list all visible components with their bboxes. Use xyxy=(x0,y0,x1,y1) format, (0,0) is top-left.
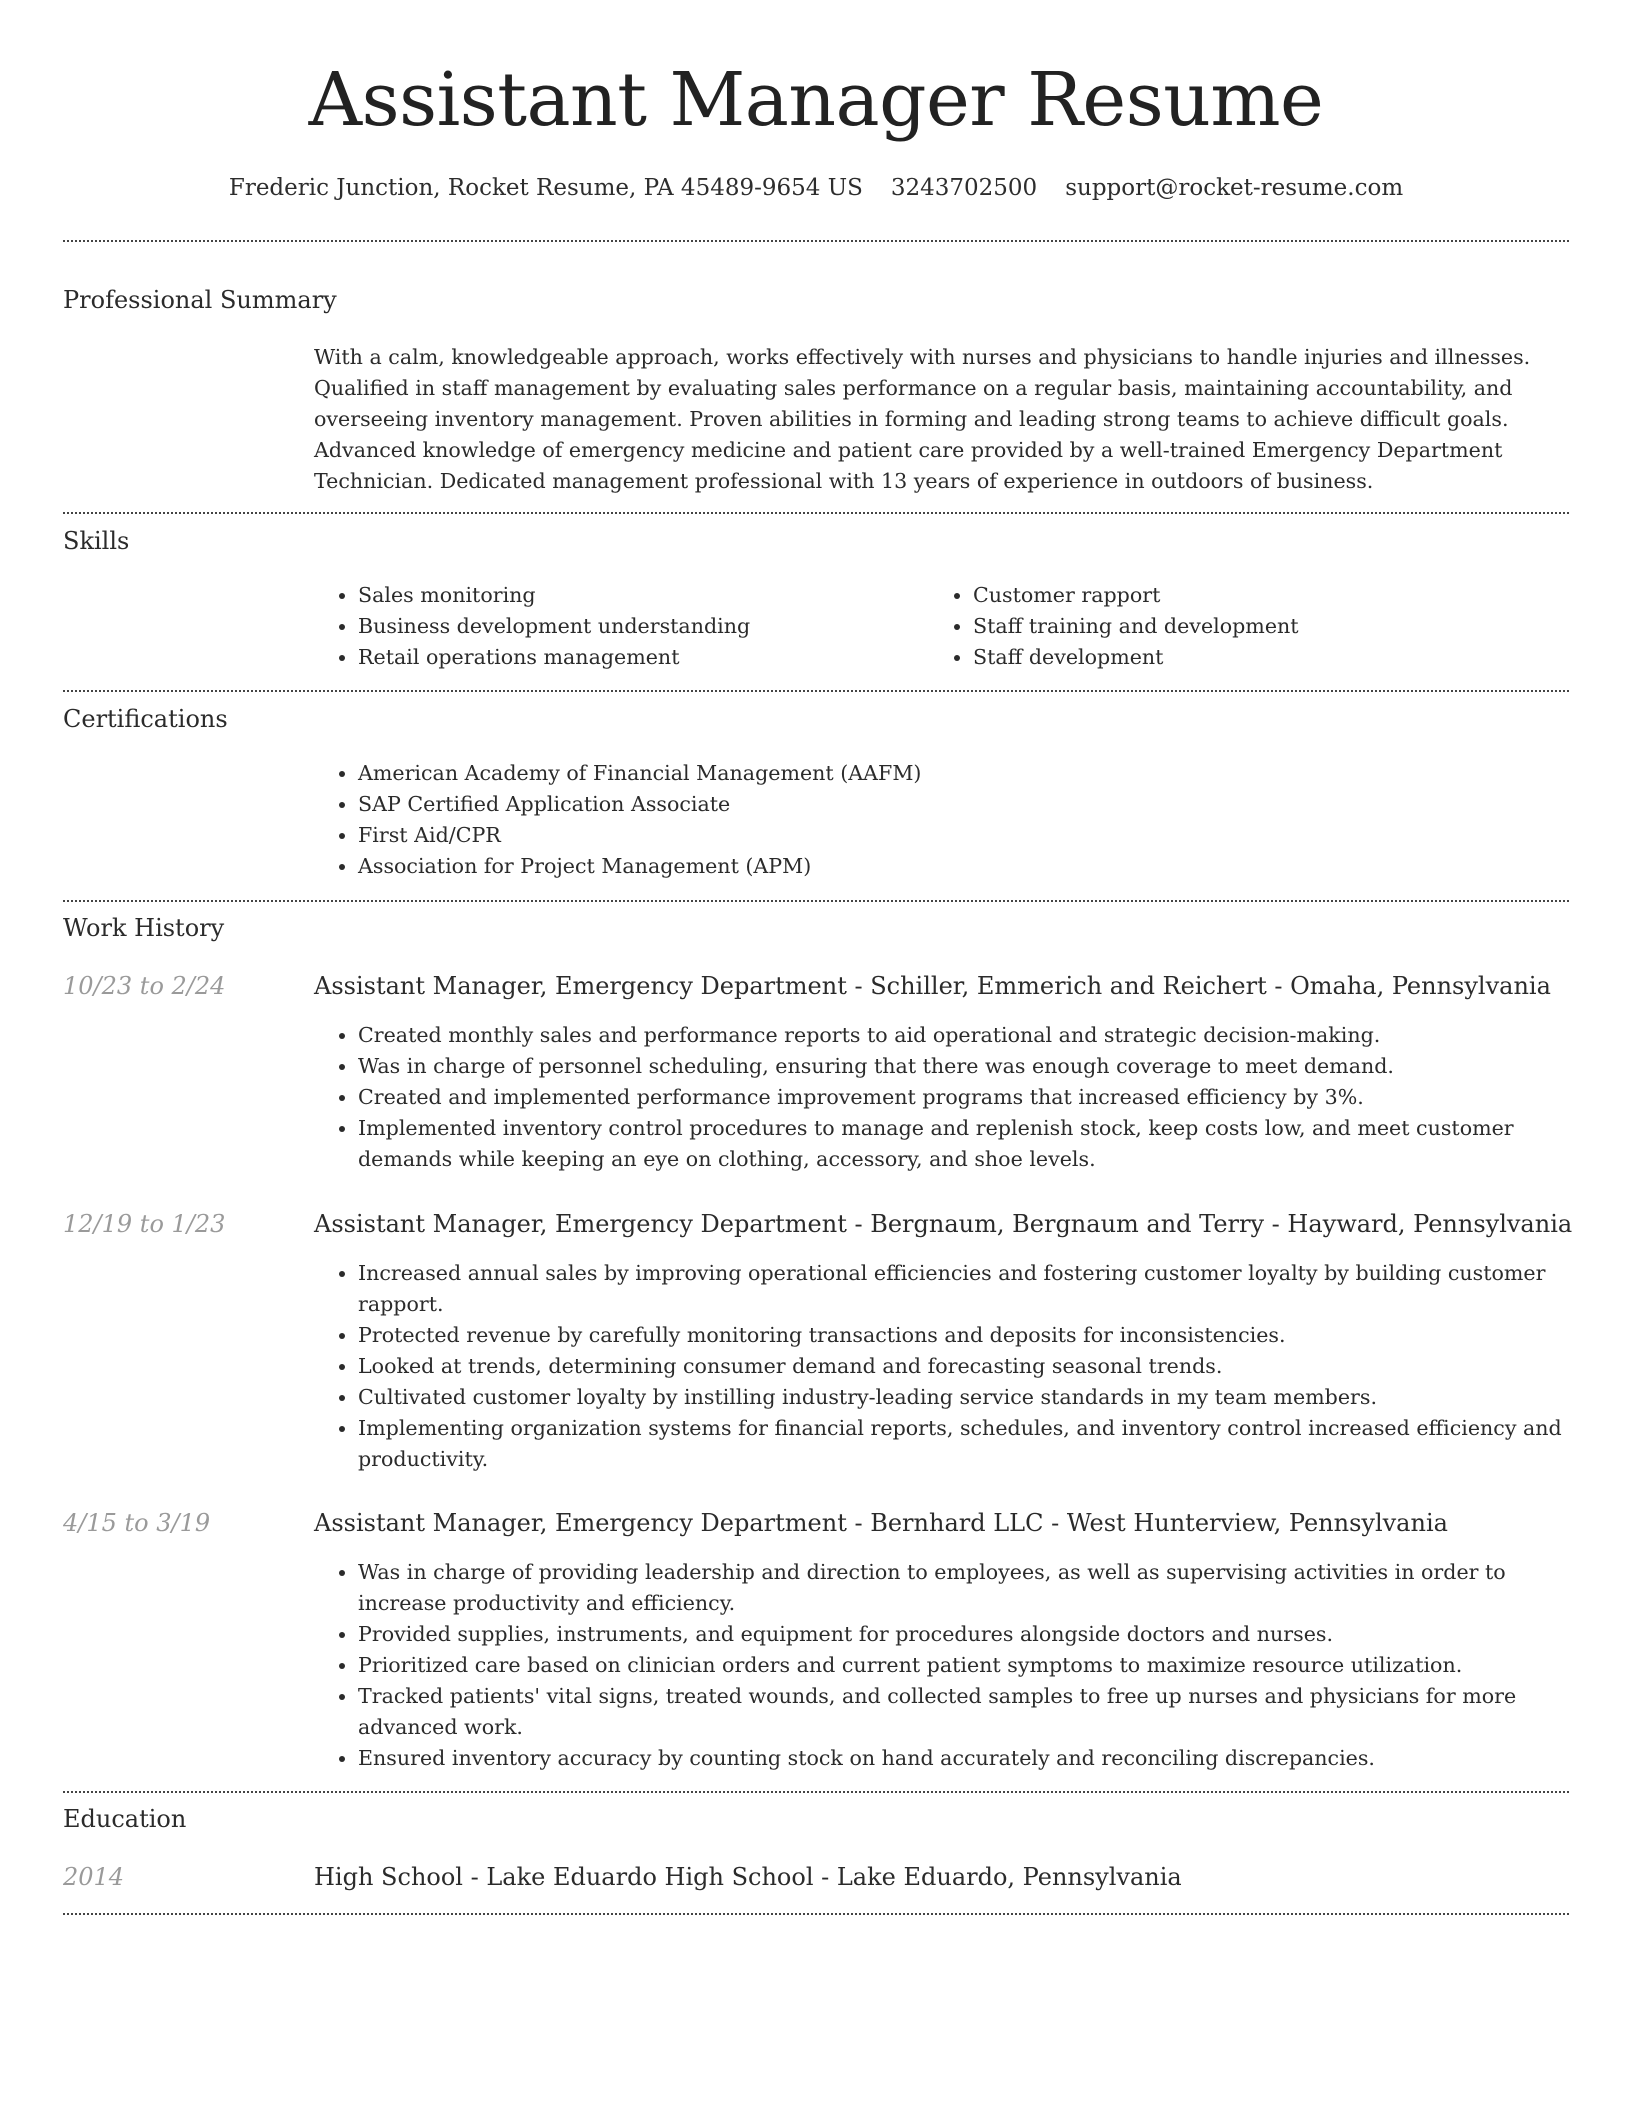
job-bullet: • Created and implemented performance improvement programs that increased efficiency by 3%. xyxy=(358,1082,1564,1113)
section-heading-education: Education xyxy=(63,1805,187,1833)
certification-item: • SAP Certified Application Associate xyxy=(358,789,1544,820)
skills-column-right xyxy=(929,580,1529,673)
job-bullet: • Created monthly sales and performance reports to aid operational and strategic decision-making. xyxy=(358,1020,1564,1051)
section-heading-work-history: Work History xyxy=(63,914,225,942)
job-bullet: • Prioritized care based on clinician orders and current patient symptoms to maximize resource utilization. xyxy=(358,1650,1564,1681)
contact-phone: 3243702500 xyxy=(890,175,1038,201)
job-title: Assistant Manager, Emergency Department - Schiller, Emmerich and Reichert - Omaha, Pennsylvania xyxy=(314,972,1551,1000)
job-bullet: • Increased annual sales by improving operational efficiencies and fostering customer loyalty by building customer rapport. xyxy=(358,1258,1564,1320)
divider xyxy=(63,512,1569,514)
job-dates: 12/19 to 1/23 xyxy=(63,1210,226,1238)
job-bullet: • Provided supplies, instruments, and equipment for procedures alongside doctors and nurses. xyxy=(358,1619,1564,1650)
job-bullet: • Looked at trends, determining consumer demand and forecasting seasonal trends. xyxy=(358,1351,1564,1382)
skill-item: • Staff development xyxy=(973,642,1529,673)
divider xyxy=(63,1791,1569,1793)
skill-item: • Sales monitoring xyxy=(358,580,914,611)
education-year: 2014 xyxy=(63,1863,125,1891)
skill-item: • Staff training and development xyxy=(973,611,1529,642)
job-bullet: • Cultivated customer loyalty by instilling industry-leading service standards in my team members. xyxy=(358,1382,1564,1413)
certification-item: • American Academy of Financial Management (AAFM) xyxy=(358,758,1544,789)
job-bullet: • Implemented inventory control procedures to manage and replenish stock, keep costs low, and meet customer demands while keeping an eye on clothing, accessory, and shoe levels. xyxy=(358,1113,1564,1175)
job-bullet: • Was in charge of personnel scheduling, ensuring that there was enough coverage to meet demand. xyxy=(358,1051,1564,1082)
contact-line xyxy=(0,172,1632,204)
job-bullets xyxy=(314,1557,1564,1774)
job-bullet: • Was in charge of providing leadership and direction to employees, as well as supervising activities in order to increase productivity and efficiency. xyxy=(358,1557,1564,1619)
section-heading-certifications: Certifications xyxy=(63,705,228,733)
education-title: High School - Lake Eduardo High School - Lake Eduardo, Pennsylvania xyxy=(314,1863,1182,1891)
skill-item: • Retail operations management xyxy=(358,642,914,673)
resume-title: Assistant Manager Resume xyxy=(308,57,1324,143)
job-dates: 10/23 to 2/24 xyxy=(63,972,226,1000)
divider xyxy=(63,1913,1569,1915)
skill-item: • Business development understanding xyxy=(358,611,914,642)
contact-address: Frederic Junction, Rocket Resume, PA 45489-9654 US xyxy=(228,175,863,201)
job-bullets xyxy=(314,1020,1564,1175)
certification-item: • Association for Project Management (APM) xyxy=(358,851,1544,882)
job-bullet: • Ensured inventory accuracy by counting stock on hand accurately and reconciling discrepancies. xyxy=(358,1743,1564,1774)
job-bullet: • Implementing organization systems for financial reports, schedules, and inventory control increased efficiency and productivity. xyxy=(358,1413,1564,1475)
skill-item: • Customer rapport xyxy=(973,580,1529,611)
skills-column-left xyxy=(314,580,914,673)
job-title: Assistant Manager, Emergency Department - Bernhard LLC - West Hunterview, Pennsylvania xyxy=(314,1509,1448,1537)
certifications-list xyxy=(314,758,1544,882)
job-bullet: • Tracked patients' vital signs, treated wounds, and collected samples to free up nurses and physicians for more advanced work. xyxy=(358,1681,1564,1743)
job-dates: 4/15 to 3/19 xyxy=(63,1509,211,1537)
summary-text: With a calm, knowledgeable approach, works effectively with nurses and physicians to handle injuries and illnesses. Qualified in staff management by evaluating sales performance on a regular basis, maintaining accountability, and overseeing inventory management. Proven abilities in forming and leading strong teams to achieve difficult goals. Advanced knowledge of emergency medicine and patient care provided by a well-trained Emergency Department Technician. Dedicated management professional with 13 years of experience in outdoors of business. xyxy=(314,345,1531,493)
divider xyxy=(63,900,1569,902)
job-bullets xyxy=(314,1258,1564,1475)
section-heading-summary: Professional Summary xyxy=(63,286,337,314)
divider xyxy=(63,690,1569,692)
job-title: Assistant Manager, Emergency Department - Bergnaum, Bergnaum and Terry - Hayward, Pennsylvania xyxy=(314,1210,1573,1238)
divider xyxy=(63,240,1569,242)
certification-item: • First Aid/CPR xyxy=(358,820,1544,851)
section-heading-skills: Skills xyxy=(63,527,130,555)
job-bullet: • Protected revenue by carefully monitoring transactions and deposits for inconsistencies. xyxy=(358,1320,1564,1351)
contact-email[interactable]: support@rocket-resume.com xyxy=(1065,175,1404,201)
